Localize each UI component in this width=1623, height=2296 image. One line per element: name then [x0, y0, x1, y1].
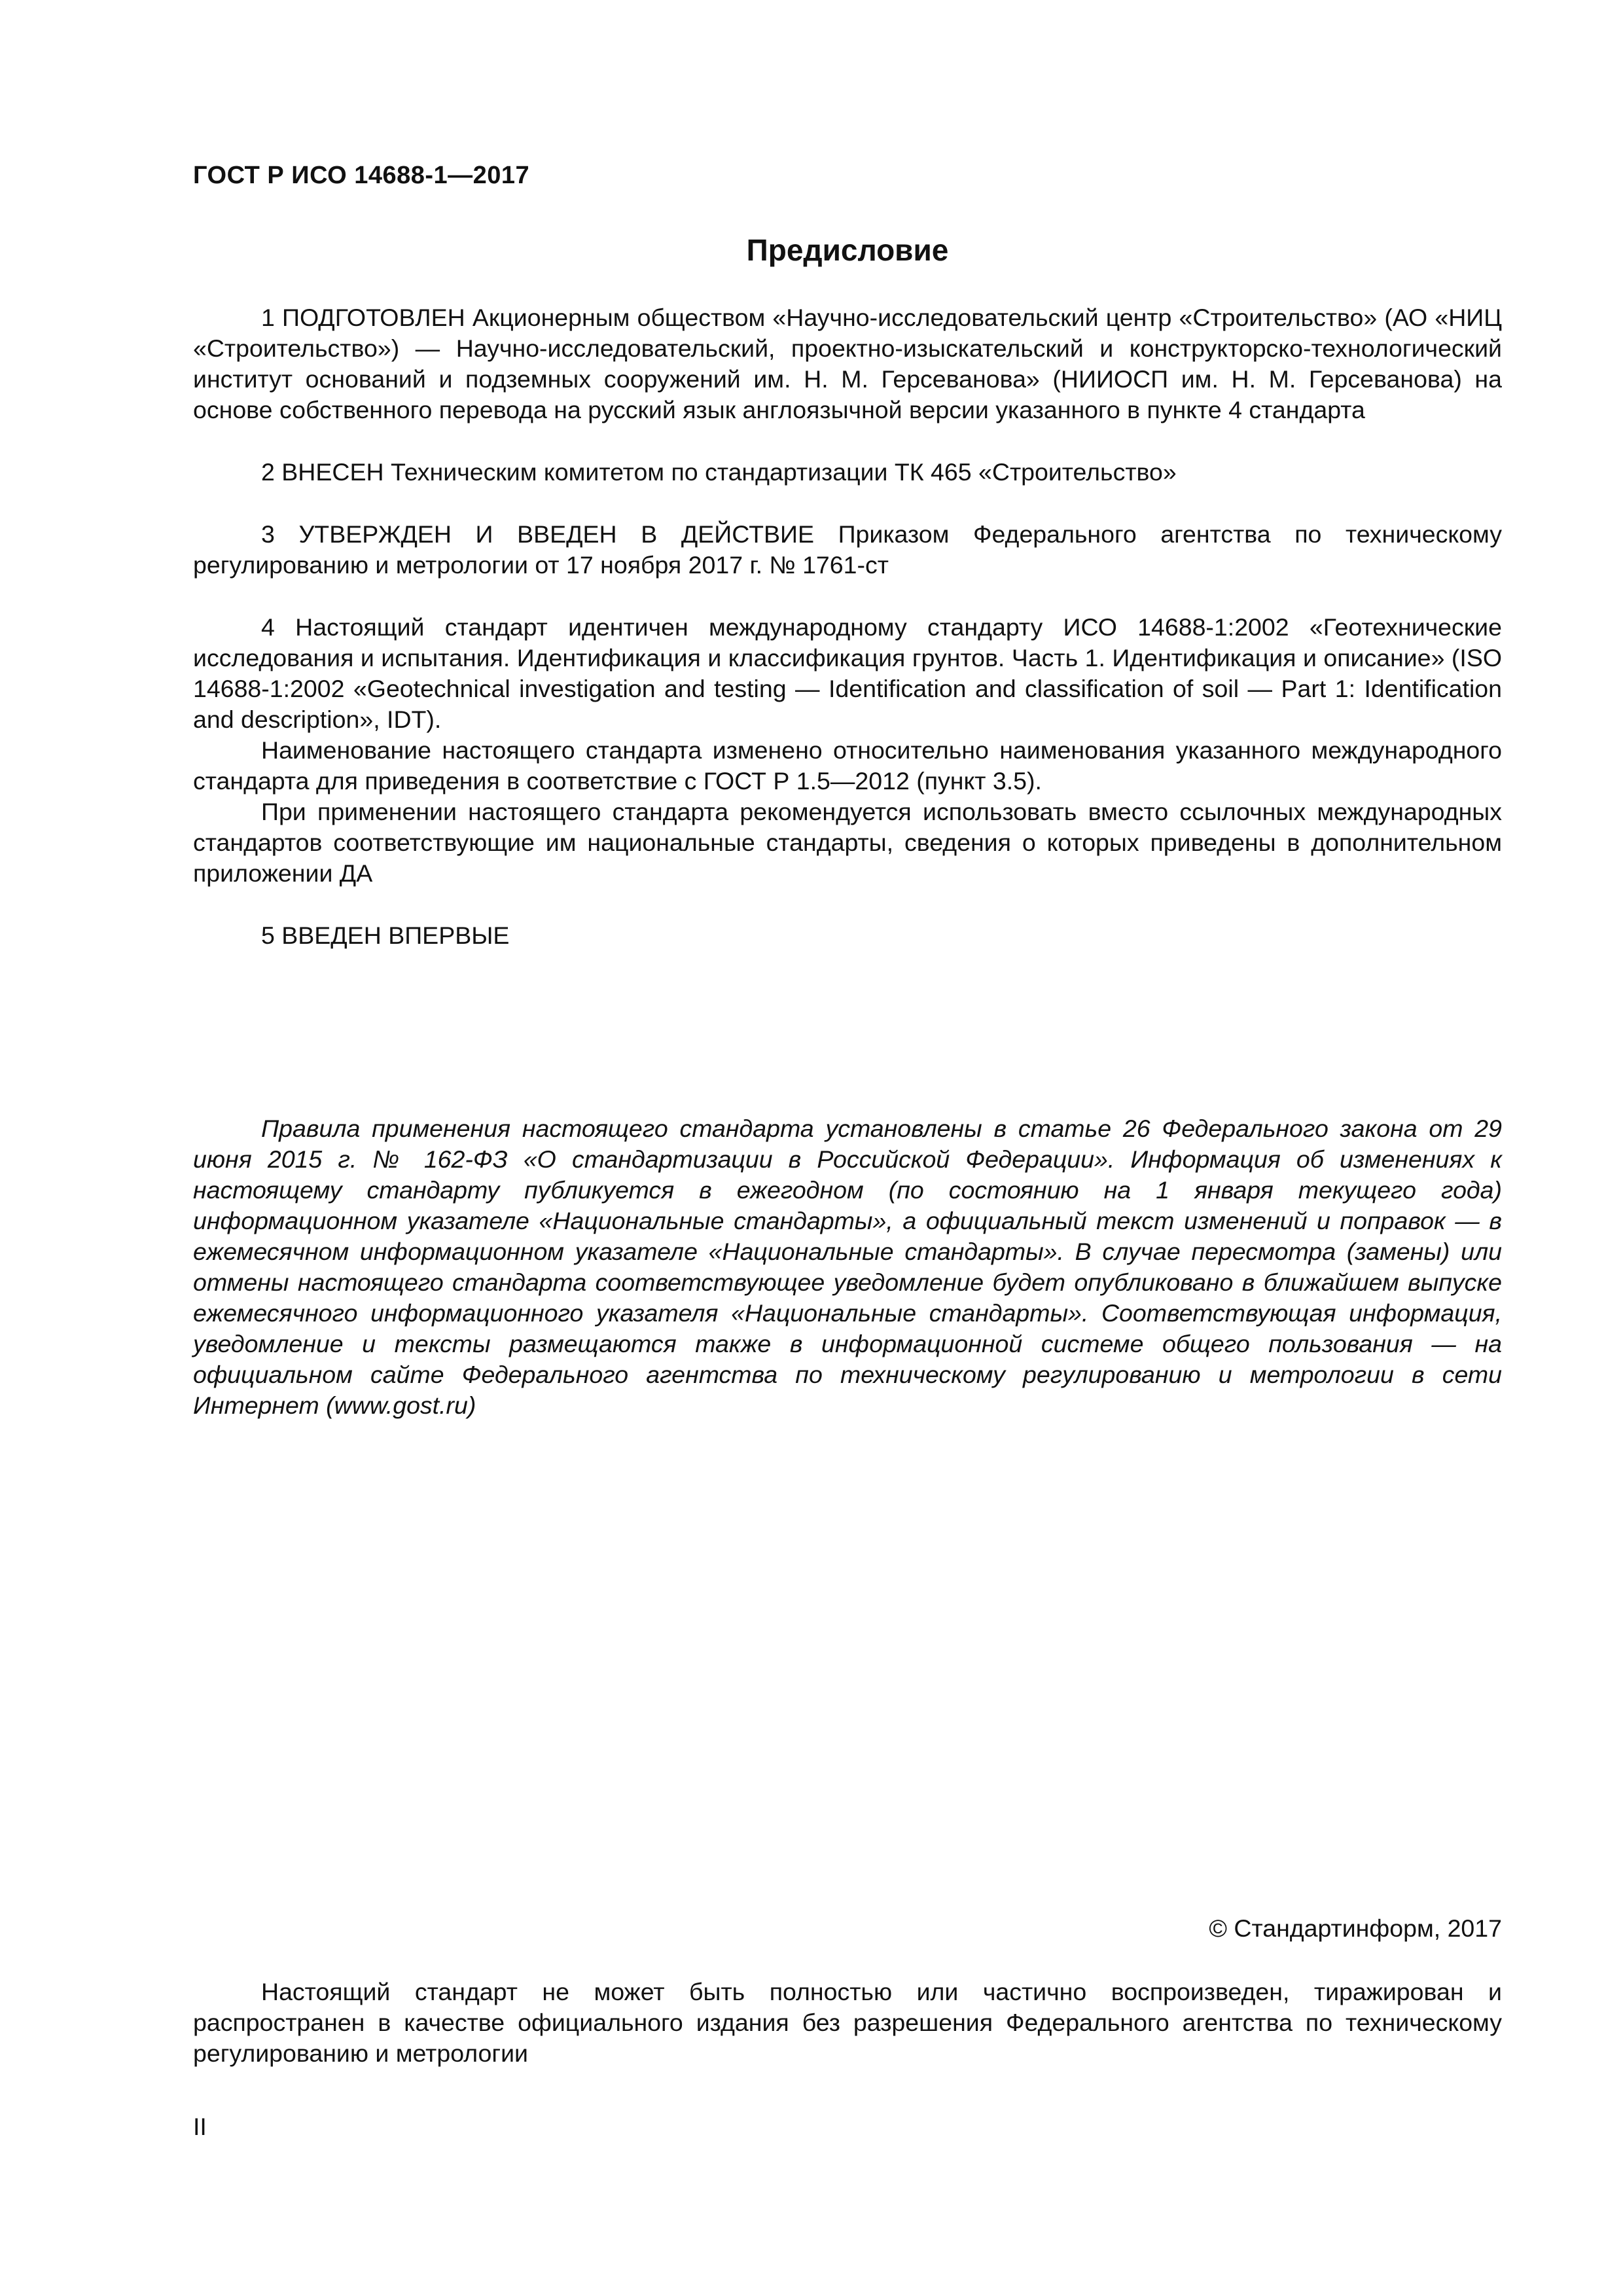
paragraph: При применении настоящего стандарта рекомендуется использовать вместо ссылочных международных стандартов соответствующие им национальные стандарты, сведения о которых приведены в дополнительном приложении ДА	[193, 798, 1502, 887]
copyright-notice: © Стандартинформ, 2017	[1209, 1914, 1502, 1942]
paragraph: Наименование настоящего стандарта изменено относительно наименования указанного международного стандарта для приведения в соответствие с ГОСТ Р 1.5—2012 (пункт 3.5).	[193, 736, 1502, 795]
section-2	[193, 457, 1502, 488]
application-rules-notice: Правила применения настоящего стандарта установлены в статье 26 Федерального закона от 29 июня 2015 г. № 162-ФЗ «О стандартизации в Российской Федерации». Информация об изменениях к настоящему стандарту публикуется в ежегодном (по состоянию на 1 января текущего года) информационном указателе «Национальные стандарты», а официальный текст изменений и поправок — в ежемесячном информационном указателе «Национальные стандарты». В случае пересмотра (замены) или отмены настоящего стандарта соответствующее уведомление будет опубликовано в ближайшем выпуске ежемесячного информационного указателя «Национальные стандарты». Соответствующая информация, уведомление и тексты размещаются также в информационной системе общего пользования — на официальном сайте Федерального агентства по техническому регулированию и метрологии в сети Интернет (www.gost.ru)	[193, 1115, 1502, 1419]
reproduction-restriction: Настоящий стандарт не может быть полностью или частично воспроизведен, тиражирован и распространен в качестве официального издания без разрешения Федерального агентства по техническому регулированию и метрологии	[193, 1978, 1502, 2067]
page-title: Предисловие	[746, 233, 949, 267]
paragraph: 5 ВВЕДЕН ВПЕРВЫЕ	[261, 922, 510, 949]
paragraph: 3 УТВЕРЖДЕН И ВВЕДЕН В ДЕЙСТВИЕ Приказом Федерального агентства по техническому регулированию и метрологии от 17 ноября 2017 г. № 1761-ст	[193, 520, 1502, 579]
document-page	[193, 0, 1502, 2296]
section-5	[193, 920, 1502, 951]
foreword-body	[193, 302, 1502, 951]
paragraph: 2 ВНЕСЕН Техническим комитетом по стандартизации ТК 465 «Строительство»	[261, 458, 1177, 486]
paragraph: 4 Настоящий стандарт идентичен международному стандарту ИСО 14688-1:2002 «Геотехнические исследования и испытания. Идентификация и классификация грунтов. Часть 1. Идентификация и описание» (ISO 14688-1:2002 «Geotechnical investigation and testing — Identification and classification of soil — Part 1: Identification and description», IDT).	[193, 613, 1502, 733]
section-4	[193, 612, 1502, 889]
paragraph: 1 ПОДГОТОВЛЕН Акционерным обществом «Научно-исследовательский центр «Строительство» (АО «НИЦ «Строительство») — Научно-исследовательский, проектно-изыскательский и конструкторско-технологический институт оснований и подземных сооружений им. Н. М. Герсеванова» (НИИОСП им. Н. М. Герсеванова) на основе собственного перевода на русский язык англоязычной версии указанного в пункте 4 стандарта	[193, 304, 1502, 423]
page-number: II	[193, 2113, 207, 2140]
section-3	[193, 519, 1502, 581]
section-1	[193, 302, 1502, 425]
document-code: ГОСТ Р ИСО 14688-1—2017	[193, 162, 530, 189]
